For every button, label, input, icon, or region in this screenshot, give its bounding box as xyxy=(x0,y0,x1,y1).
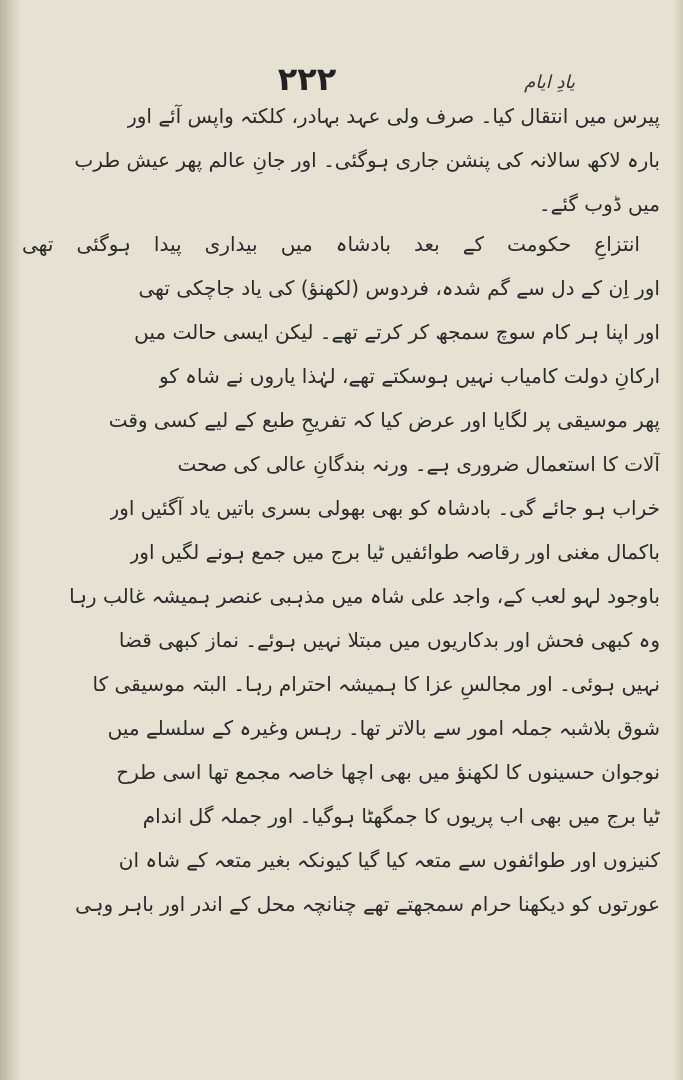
page-number: ۲۲۲ xyxy=(277,60,337,98)
binding-shadow xyxy=(0,0,22,1080)
page-edge xyxy=(673,0,683,1080)
text-line: وہ کبھی فحش اور بدکاریوں میں مبتلا نہیں ہوئے۔ نماز کبھی قضا xyxy=(118,628,660,652)
text-line: بارہ لاکھ سالانہ کی پنشن جاری ہوگئی۔ اور جانِ عالم پھر عیش طرب xyxy=(74,148,660,172)
text-line: میں ڈوب گئے۔ xyxy=(538,192,660,216)
text-line: آلات کا استعمال ضروری ہے۔ ورنہ بندگانِ عالی کی صحت xyxy=(177,452,660,476)
text-line: نہیں ہوئی۔ اور مجالسِ عزا کا ہمیشہ احترام رہا۔ البتہ موسیقی کا xyxy=(92,672,660,696)
text-line: شوق بلاشبہ جملہ امور سے بالاتر تھا۔ رہس وغیرہ کے سلسلے میں xyxy=(107,716,660,740)
text-line: اور اِن کے دل سے گم شدہ، فردوس (لکھنؤ) کی یاد جاچکی تھی xyxy=(138,276,660,300)
text-line: باکمال مغنی اور رقاصہ طوائفیں ٹیا برج میں جمع ہونے لگیں اور xyxy=(129,540,660,564)
text-line: خراب ہو جائے گی۔ بادشاہ کو بھی بھولی بسری باتیں یاد آگئیں اور xyxy=(109,496,660,520)
text-line: عورتوں کو دیکھنا حرام سمجھتے تھے چنانچہ محل کے اندر اور باہر وہی xyxy=(75,892,660,916)
running-header-title: یادِ ایام xyxy=(524,72,575,93)
text-line: باوجود لہو لعب کے، واجد علی شاہ میں مذہبی عنصر ہمیشہ غالب رہا xyxy=(69,584,660,608)
text-line: انتزاعِ حکومت کے بعد بادشاہ میں بیداری پیدا ہوگئی تھی xyxy=(22,232,640,256)
text-line: کنیزوں اور طوائفوں سے متعہ کیا گیا کیونکہ بغیر متعہ کے شاہ ان xyxy=(118,848,660,872)
text-line: پھر موسیقی پر لگایا اور عرض کیا کہ تفریحِ طبع کے لیے کسی وقت xyxy=(108,408,660,432)
text-line: ٹیا برج میں بھی اب پریوں کا جمگھٹا ہوگیا۔ اور جملہ گل اندام xyxy=(142,804,660,828)
text-line: اور اپنا ہر کام سوچ سمجھ کر کرتے تھے۔ لیکن ایسی حالت میں xyxy=(134,320,660,344)
text-line: ارکانِ دولت کامیاب نہیں ہوسکتے تھے، لہٰذا یاروں نے شاہ کو xyxy=(158,364,660,388)
text-line: نوجوان حسینوں کا لکھنؤ میں بھی اچھا خاصہ مجمع تھا اسی طرح xyxy=(116,760,660,784)
text-line: پیرس میں انتقال کیا۔ صرف ولی عہد بہادر، کلکتہ واپس آئے اور xyxy=(127,104,660,128)
